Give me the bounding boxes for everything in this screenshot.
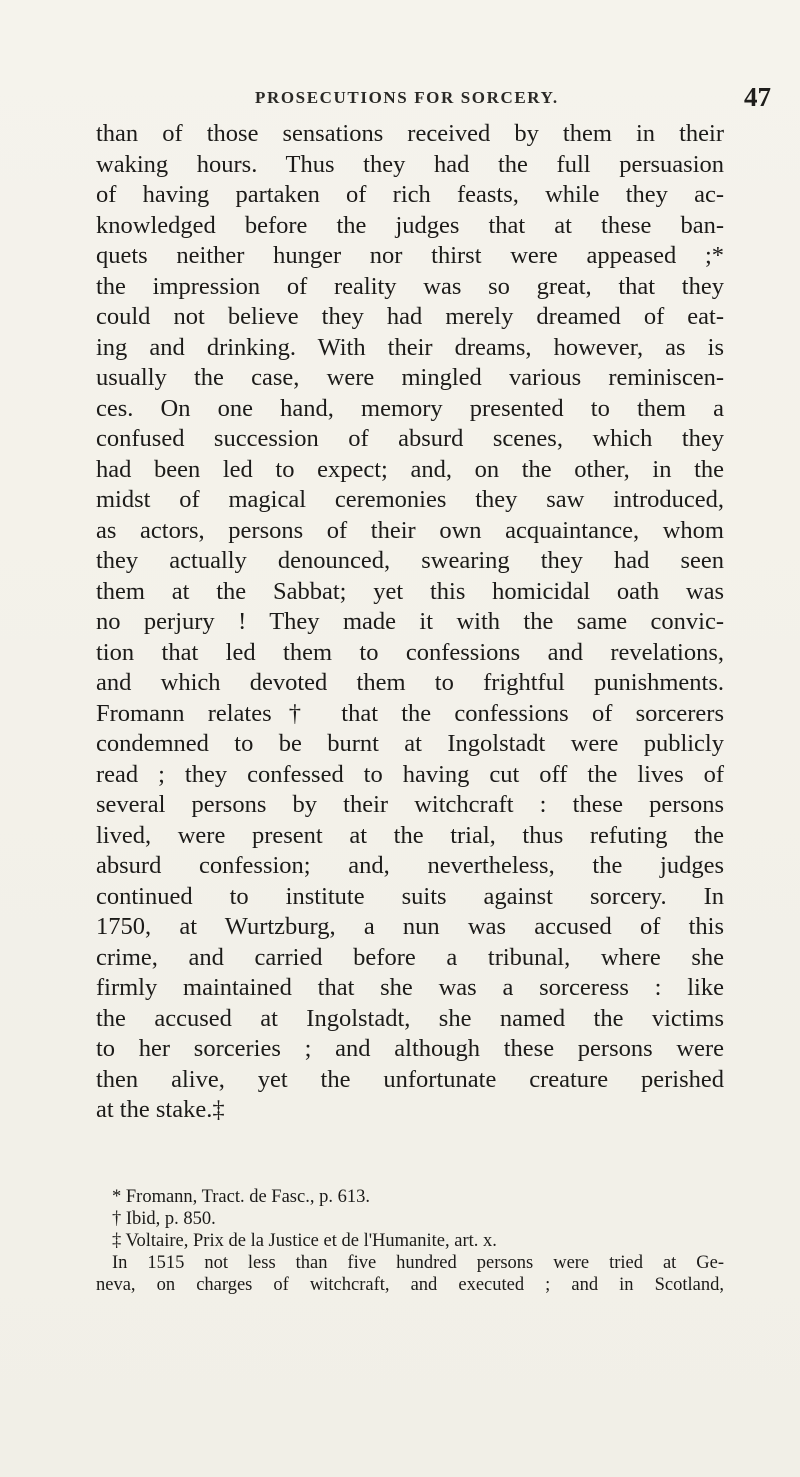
body-line: had been led to expect; and, on the other, in the — [96, 455, 724, 483]
body-line: firmly maintained that she was a sorceress : like — [96, 974, 724, 1001]
body-line: waking hours. Thus they had the full persuasion — [96, 150, 724, 178]
body-line: crime, and carried before a tribunal, where she — [96, 943, 724, 971]
body-line: knowledged before the judges that at these ban- — [96, 211, 724, 239]
body-line: as actors, persons of their own acquaintance, whom — [96, 516, 724, 544]
body-line: the impression of reality was so great, that they — [96, 272, 724, 300]
body-line: no perjury ! They made it with the same convic- — [96, 608, 724, 635]
page-number: 47 — [744, 82, 771, 112]
body-line: them at the Sabbat; yet this homicidal oath was — [96, 577, 724, 605]
body-line: quets neither hunger nor thirst were appeased ;* — [96, 242, 724, 269]
body-line: 1750, at Wurtzburg, a nun was accused of this — [96, 913, 724, 940]
body-line: of having partaken of rich feasts, while they ac- — [96, 181, 724, 208]
body-line: read ; they confessed to having cut off the lives of — [96, 760, 724, 788]
body-line: could not believe they had merely dreamed of eat- — [96, 303, 724, 330]
footnote-line: * Fromann, Tract. de Fasc., p. 613. — [112, 1187, 370, 1207]
body-line: condemned to be burnt at Ingolstadt were publicly — [96, 730, 724, 757]
body-text — [96, 119, 724, 1126]
body-line: continued to institute suits against sorcery. In — [96, 882, 724, 910]
footnote-line: ‡ Voltaire, Prix de la Justice et de l'Humanite, art. x. — [112, 1231, 497, 1251]
body-line: at the stake.‡ — [96, 1096, 225, 1123]
running-head: PROSECUTIONS FOR SORCERY. — [255, 88, 559, 107]
body-line: and which devoted them to frightful punishments. — [96, 669, 724, 696]
body-line: ces. On one hand, memory presented to them a — [96, 394, 724, 422]
body-line: lived, were present at the trial, thus refuting the — [96, 821, 724, 849]
body-line: absurd confession; and, nevertheless, the judges — [96, 852, 724, 879]
body-line: the accused at Ingolstadt, she named the victims — [96, 1004, 724, 1032]
body-line: midst of magical ceremonies they saw introduced, — [96, 486, 724, 513]
footnote-line: In 1515 not less than five hundred persons were tried at Ge- — [112, 1253, 724, 1273]
body-line: confused succession of absurd scenes, which they — [96, 425, 724, 452]
body-line: to her sorceries ; and although these persons were — [96, 1035, 724, 1062]
body-line: several persons by their witchcraft : these persons — [96, 791, 724, 818]
body-line: ing and drinking. With their dreams, however, as is — [96, 333, 724, 361]
body-line: usually the case, were mingled various reminiscen- — [96, 364, 724, 391]
body-line: then alive, yet the unfortunate creature perished — [96, 1065, 724, 1093]
footnotes — [96, 1186, 724, 1296]
footnote-line: † Ibid, p. 850. — [112, 1209, 216, 1229]
body-line: tion that led them to confessions and revelations, — [96, 638, 724, 666]
body-line: they actually denounced, swearing they had seen — [96, 547, 724, 574]
footnote-line: neva, on charges of witchcraft, and executed ; and in Scotland, — [96, 1275, 724, 1295]
body-line: Fromann relates† that the confessions of sorcerers — [96, 699, 724, 727]
body-line: than of those sensations received by them in their — [96, 120, 724, 147]
